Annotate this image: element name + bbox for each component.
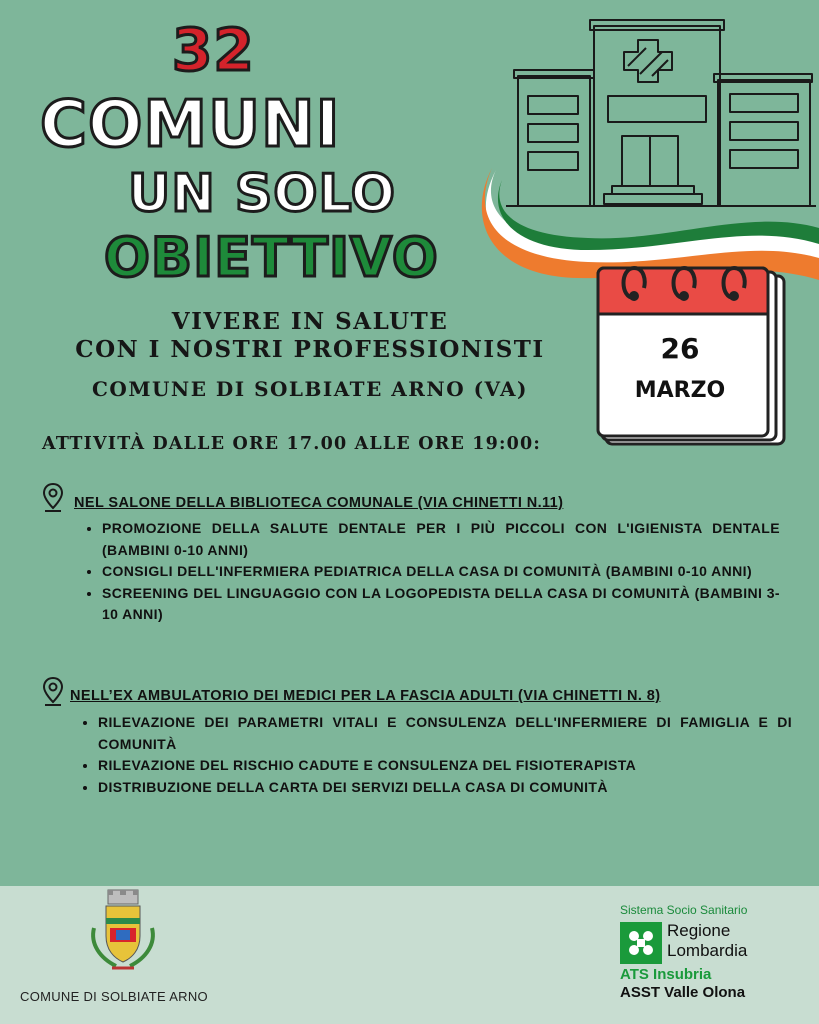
subtitle-location: COMUNE DI SOLBIATE ARNO (VA) bbox=[92, 377, 528, 401]
headline-obiettivo: OBIETTIVO bbox=[104, 226, 439, 289]
headline-un-solo: UN SOLO bbox=[128, 164, 396, 224]
location-pin-icon bbox=[42, 482, 64, 516]
lombardia-label: Lombardia bbox=[667, 941, 748, 960]
location-pin-icon bbox=[42, 676, 64, 710]
regione-lombardia-logo bbox=[620, 922, 662, 964]
list-item: • RILEVAZIONE DEI PARAMETRI VITALI E CONSULENZA DELL'INFERMIERE DI FAMIGLIA E DI COMUNITÀ bbox=[98, 712, 792, 755]
calendar-month: MARZO bbox=[634, 378, 726, 403]
list-item: • SCREENING DEL LINGUAGGIO CON LA LOGOPEDISTA DELLA CASA DI COMUNITÀ (BAMBINI 3-10 ANNI) bbox=[102, 583, 780, 626]
list-item: • CONSIGLI DELL'INFERMIERA PEDIATRICA DELLA CASA DI COMUNITÀ (BAMBINI 0-10 ANNI) bbox=[102, 561, 780, 583]
subtitle-line2: CON I NOSTRI PROFESSIONISTI bbox=[75, 336, 545, 363]
activity-list bbox=[80, 712, 792, 798]
hospital-icon bbox=[478, 18, 819, 280]
footer-sistema-label: Sistema Socio Sanitario bbox=[620, 903, 748, 917]
calendar-day: 26 bbox=[660, 332, 700, 365]
subtitle-line1: VIVERE IN SALUTE bbox=[171, 308, 449, 335]
list-item: • DISTRIBUZIONE DELLA CARTA DEI SERVIZI DELLA CASA DI COMUNITÀ bbox=[98, 777, 792, 799]
regione-label: Regione bbox=[667, 921, 731, 940]
asst-label: ASST Valle Olona bbox=[620, 984, 746, 1001]
location-title: NELL’EX AMBULATORIO DEI MEDICI PER LA FASCIA ADULTI (VIA CHINETTI N. 8) bbox=[70, 688, 661, 704]
headline-number: 32 bbox=[172, 16, 255, 84]
list-item: • PROMOZIONE DELLA SALUTE DENTALE PER I PIÙ PICCOLI CON L'IGIENISTA DENTALE (BAMBINI 0-10 ANNI) bbox=[102, 518, 780, 561]
activity-hours: ATTIVITÀ DALLE ORE 17.00 ALLE ORE 19:00: bbox=[42, 434, 542, 454]
headline-comuni: COMUNI bbox=[40, 88, 341, 162]
list-item: • RILEVAZIONE DEL RISCHIO CADUTE E CONSULENZA DEL FISIOTERAPISTA bbox=[98, 755, 792, 777]
footer-comune-label: COMUNE DI SOLBIATE ARNO bbox=[20, 989, 208, 1004]
activity-list bbox=[84, 518, 780, 626]
ats-label: ATS Insubria bbox=[620, 966, 712, 983]
location-title: NEL SALONE DELLA BIBLIOTECA COMUNALE (VIA CHINETTI N.11) bbox=[74, 495, 564, 511]
municipal-crest bbox=[86, 888, 160, 980]
